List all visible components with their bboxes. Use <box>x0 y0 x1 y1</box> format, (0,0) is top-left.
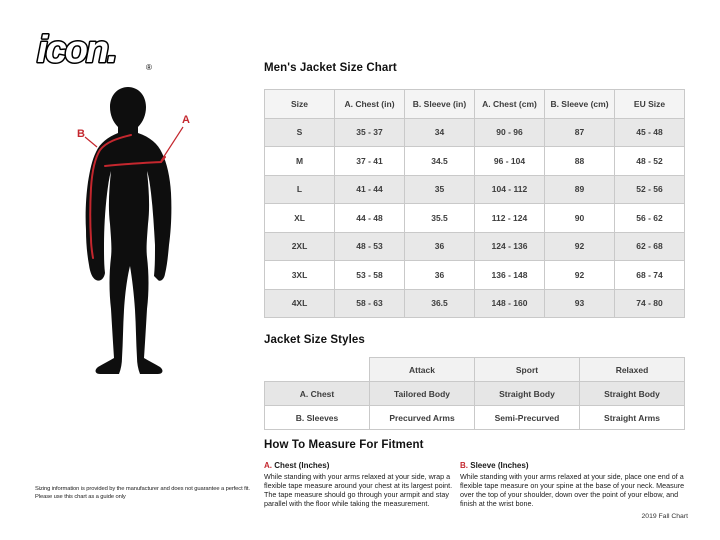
chest-label-prefix: A. <box>264 461 272 470</box>
table-cell: 48 - 53 <box>335 232 405 261</box>
table-cell: 112 - 124 <box>475 204 545 233</box>
footer-note: 2019 Fall Chart <box>641 513 688 520</box>
sleeve-measure-heading <box>460 461 688 470</box>
table-cell: 124 - 136 <box>475 232 545 261</box>
table-cell: 88 <box>545 147 615 176</box>
column-header-chest-in: A. Chest (in) <box>335 90 405 119</box>
style-chart-header-row <box>265 358 685 382</box>
style-row-sleeves <box>265 406 685 430</box>
table-cell: Straight Body <box>580 382 685 406</box>
chest-measure-heading <box>264 461 459 470</box>
table-cell: 34.5 <box>405 147 475 176</box>
size-chart-header-row <box>265 90 685 119</box>
disclaimer-line-2: Please use this chart as a guide only <box>35 493 126 500</box>
table-cell: 93 <box>545 289 615 318</box>
style-row-chest <box>265 382 685 406</box>
table-cell: 96 - 104 <box>475 147 545 176</box>
table-cell: 48 - 52 <box>615 147 685 176</box>
size-row-l <box>265 175 685 204</box>
size-row-4xl <box>265 289 685 318</box>
table-cell: 68 - 74 <box>615 261 685 290</box>
registered-trademark-icon: ® <box>146 63 152 72</box>
table-cell: 87 <box>545 118 615 147</box>
table-cell: 36.5 <box>405 289 475 318</box>
size-row-m <box>265 147 685 176</box>
table-cell: 148 - 160 <box>475 289 545 318</box>
column-header-eu-size: EU Size <box>615 90 685 119</box>
label-a-pointer-line <box>161 127 183 161</box>
column-header-size: Size <box>265 90 335 119</box>
blank-cell <box>265 358 370 382</box>
table-cell: 52 - 56 <box>615 175 685 204</box>
table-cell: Tailored Body <box>370 382 475 406</box>
disclaimer-text <box>35 486 275 501</box>
table-cell: S <box>265 118 335 147</box>
table-cell: Straight Arms <box>580 406 685 430</box>
brand-logo <box>34 22 174 74</box>
column-header-relaxed: Relaxed <box>580 358 685 382</box>
label-b-pointer-line <box>85 137 97 147</box>
table-cell: L <box>265 175 335 204</box>
sleeve-measure-text: While standing with your arms relaxed at your side, place one end of a flexible tape measure on your spine at the base of your neck. Measure over the top of your shoulder, down over the point of your elbow, and finish at the wrist bone. <box>460 472 685 508</box>
measurement-label-b: B <box>77 128 85 140</box>
table-cell: Semi-Precurved <box>475 406 580 430</box>
column-header-sport: Sport <box>475 358 580 382</box>
male-silhouette-figure <box>52 82 252 382</box>
table-cell: 136 - 148 <box>475 261 545 290</box>
table-cell: 37 - 41 <box>335 147 405 176</box>
column-header-sleeve-cm: B. Sleeve (cm) <box>545 90 615 119</box>
table-cell: M <box>265 147 335 176</box>
size-row-s <box>265 118 685 147</box>
table-cell: 56 - 62 <box>615 204 685 233</box>
table-cell: 58 - 63 <box>335 289 405 318</box>
table-cell: Straight Body <box>475 382 580 406</box>
table-cell: 90 <box>545 204 615 233</box>
measurement-label-a: A <box>182 114 190 126</box>
sleeve-label-prefix: B. <box>460 461 468 470</box>
table-cell: 35.5 <box>405 204 475 233</box>
table-cell: 41 - 44 <box>335 175 405 204</box>
table-cell: 3XL <box>265 261 335 290</box>
table-cell: 4XL <box>265 289 335 318</box>
size-row-2xl <box>265 232 685 261</box>
row-header-chest: A. Chest <box>265 382 370 406</box>
chest-measure-block <box>264 461 459 508</box>
table-cell: 34 <box>405 118 475 147</box>
table-cell: 35 <box>405 175 475 204</box>
row-header-sleeves: B. Sleeves <box>265 406 370 430</box>
table-cell: 53 - 58 <box>335 261 405 290</box>
table-cell: 90 - 96 <box>475 118 545 147</box>
disclaimer-line-1: Sizing information is provided by the manufacturer and does not guarantee a perfect fit. <box>35 486 250 492</box>
table-cell: 62 - 68 <box>615 232 685 261</box>
size-row-3xl <box>265 261 685 290</box>
size-chart-table <box>264 89 685 318</box>
body-silhouette <box>86 87 172 374</box>
table-cell: 104 - 112 <box>475 175 545 204</box>
chest-label: Chest (Inches) <box>274 461 330 470</box>
sleeve-label: Sleeve (Inches) <box>470 461 529 470</box>
measure-section-title: How To Measure For Fitment <box>264 439 424 451</box>
table-cell: 35 - 37 <box>335 118 405 147</box>
table-cell: 44 - 48 <box>335 204 405 233</box>
size-row-xl <box>265 204 685 233</box>
table-cell: XL <box>265 204 335 233</box>
table-cell: 92 <box>545 232 615 261</box>
table-cell: 45 - 48 <box>615 118 685 147</box>
table-cell: 74 - 80 <box>615 289 685 318</box>
style-chart-title: Jacket Size Styles <box>264 334 365 346</box>
table-cell: 92 <box>545 261 615 290</box>
size-chart-title: Men's Jacket Size Chart <box>264 62 397 74</box>
table-cell: 36 <box>405 232 475 261</box>
table-cell: 2XL <box>265 232 335 261</box>
brand-logo-text: icon. <box>37 29 116 71</box>
sleeve-measure-block <box>460 461 688 508</box>
style-chart-table <box>264 357 685 430</box>
column-header-attack: Attack <box>370 358 475 382</box>
table-cell: 36 <box>405 261 475 290</box>
column-header-chest-cm: A. Chest (cm) <box>475 90 545 119</box>
column-header-sleeve-in: B. Sleeve (in) <box>405 90 475 119</box>
chest-measure-text: While standing with your arms relaxed at your side, wrap a flexible tape measure around your chest at its largest point. The tape measure should go through your armpit and stay parallel with the floor while taking the measurement. <box>264 472 453 508</box>
table-cell: 89 <box>545 175 615 204</box>
table-cell: Precurved Arms <box>370 406 475 430</box>
